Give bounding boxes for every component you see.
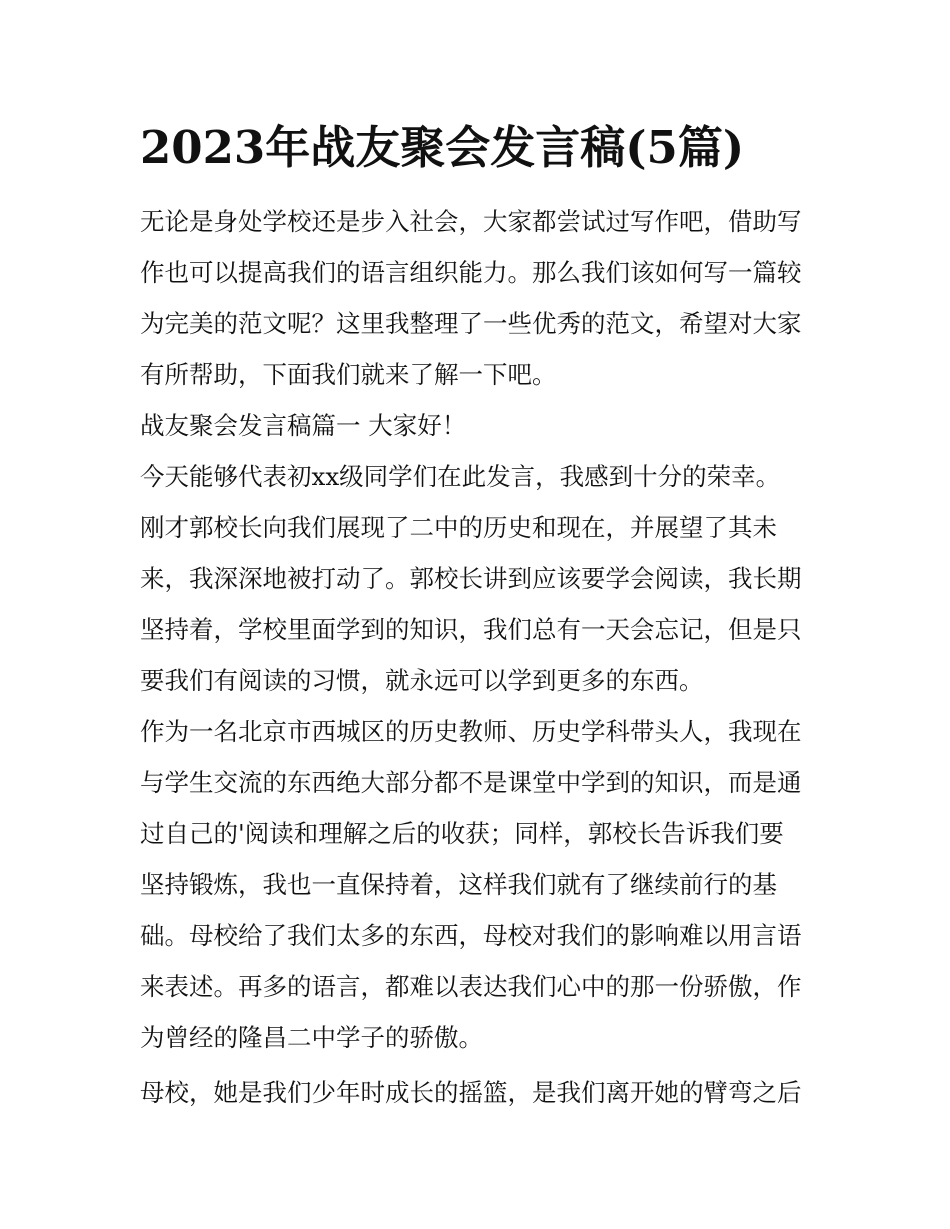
body-line-3: 为完美的范文呢？这里我整理了一些优秀的范文，希望对大家 xyxy=(140,309,802,338)
body-line-6: 今天能够代表初xx级同学们在此发言，我感到十分的荣幸。 xyxy=(140,462,781,491)
body-line-10: 要我们有阅读的习惯，就永远可以学到更多的东西。 xyxy=(140,666,704,695)
body-line-12: 与学生交流的东西绝大部分都不是课堂中学到的知识，而是通 xyxy=(140,768,802,797)
body-line-18: 母校，她是我们少年时成长的摇篮，是我们离开她的臂弯之后 xyxy=(140,1078,802,1107)
body-line-4: 有所帮助，下面我们就来了解一下吧。 xyxy=(140,360,557,389)
body-line-15: 础。母校给了我们太多的东西，母校对我们的影响难以用言语 xyxy=(140,921,802,950)
section-heading: 战友聚会发言稿篇一 大家好！ xyxy=(140,411,467,440)
body-line-16: 来表述。再多的语言，都难以表达我们心中的那一份骄傲，作 xyxy=(140,972,802,1001)
body-line-8: 来，我深深地被打动了。郭校长讲到应该要学会阅读，我长期 xyxy=(140,564,802,593)
body-line-14: 坚持锻炼，我也一直保持着，这样我们就有了继续前行的基 xyxy=(140,870,777,899)
body-line-2: 作也可以提高我们的语言组织能力。那么我们该如何写一篇较 xyxy=(140,258,802,287)
body-line-13: 过自己的'阅读和理解之后的收获；同样，郭校长告诉我们要 xyxy=(140,819,784,848)
body-line-1: 无论是身处学校还是步入社会，大家都尝试过写作吧，借助写 xyxy=(140,207,802,236)
body-line-7: 刚才郭校长向我们展现了二中的历史和现在，并展望了其未 xyxy=(140,513,777,542)
body-line-17: 为曾经的隆昌二中学子的骄傲。 xyxy=(140,1023,483,1052)
body-line-9: 坚持着，学校里面学到的知识，我们总有一天会忘记，但是只 xyxy=(140,615,802,644)
body-line-11: 作为一名北京市西城区的历史教师、历史学科带头人，我现在 xyxy=(140,717,802,746)
document-title: 2023年战友聚会发言稿(5篇) xyxy=(140,121,745,174)
